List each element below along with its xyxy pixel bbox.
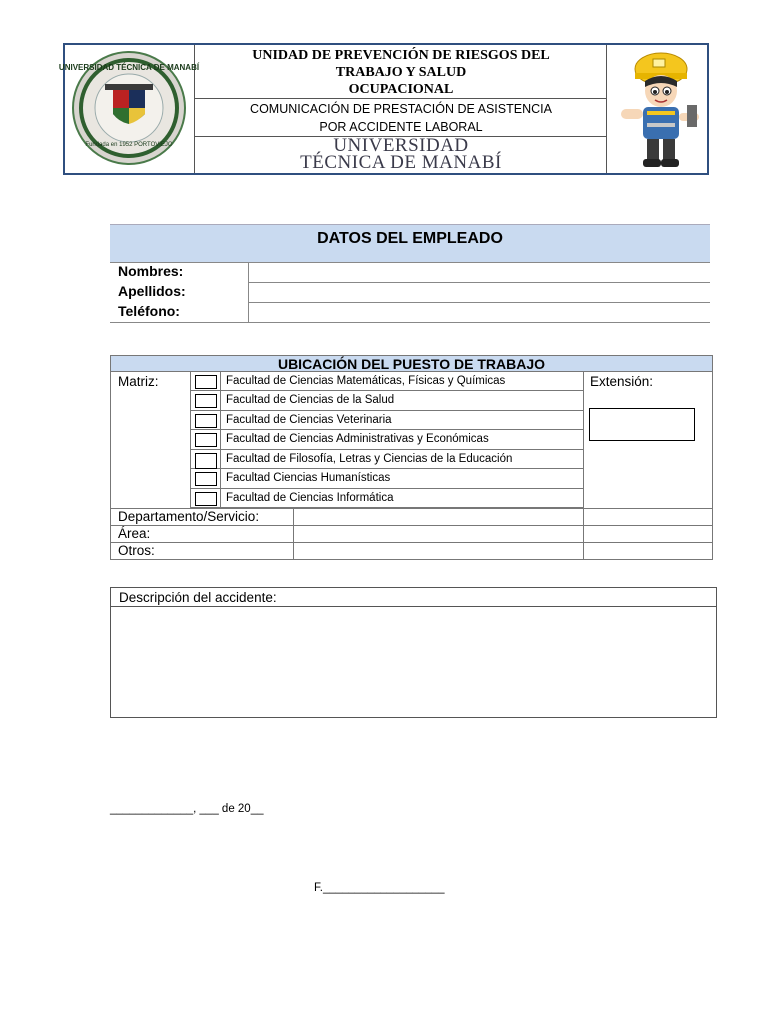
table-column-divider bbox=[248, 262, 249, 323]
header-divider bbox=[195, 98, 607, 99]
faculty-label: Facultad Ciencias Humanísticas bbox=[226, 472, 391, 484]
area-field[interactable] bbox=[295, 526, 582, 541]
workplace-table bbox=[110, 372, 713, 560]
unit-title-line1: UNIDAD DE PREVENCIÓN DE RIESGOS DEL bbox=[252, 48, 550, 63]
faculty-checkbox[interactable] bbox=[195, 472, 217, 486]
matriz-label: Matriz: bbox=[118, 374, 159, 389]
faculty-label: Facultad de Ciencias Administrativas y Económicas bbox=[226, 433, 489, 445]
mascot-cell bbox=[607, 45, 707, 173]
unit-title-line3: OCUPACIONAL bbox=[348, 82, 454, 97]
faculty-label: Facultad de Filosofía, Letras y Ciencias de la Educación bbox=[226, 453, 513, 465]
university-seal-icon bbox=[58, 48, 200, 168]
apellidos-field[interactable] bbox=[250, 283, 708, 301]
unit-title-line2: TRABAJO Y SALUD bbox=[335, 65, 467, 80]
document-header bbox=[58, 43, 709, 175]
accident-description-label: Descripción del accidente: bbox=[111, 588, 716, 607]
extension-label: Extensión: bbox=[590, 374, 654, 389]
accident-description-field[interactable] bbox=[113, 610, 714, 715]
date-line[interactable]: _____________, ___ de 20__ bbox=[110, 803, 264, 815]
faculty-label: Facultad de Ciencias Veterinaria bbox=[226, 414, 392, 426]
table-row-divider bbox=[110, 322, 710, 323]
department-field[interactable] bbox=[295, 509, 582, 524]
faculty-label: Facultad de Ciencias Informática bbox=[226, 492, 394, 504]
seal-text-top: UNIVERSIDAD TÉCNICA DE MANABÍ bbox=[58, 63, 200, 72]
university-seal-cell bbox=[58, 45, 200, 173]
table-column-divider bbox=[293, 508, 294, 560]
header-title-cell bbox=[195, 45, 607, 173]
form-subtitle-line1: COMUNICACIÓN DE PRESTACIÓN DE ASISTENCIA bbox=[250, 102, 552, 116]
department-label: Departamento/Servicio: bbox=[118, 509, 260, 524]
list-item bbox=[190, 430, 583, 450]
faculty-checkbox[interactable] bbox=[195, 414, 217, 428]
accident-description-box bbox=[110, 587, 717, 718]
faculty-list bbox=[190, 372, 583, 508]
others-label: Otros: bbox=[118, 543, 155, 558]
university-wordmark bbox=[195, 137, 607, 173]
seal-text-bottom: Fundada en 1952 PORTOVIEJO bbox=[85, 142, 173, 148]
faculty-checkbox[interactable] bbox=[195, 492, 217, 506]
list-item bbox=[190, 450, 583, 469]
faculty-label: Facultad de Ciencias Matemáticas, Físicas y Químicas bbox=[226, 375, 506, 387]
table-row-divider bbox=[110, 559, 713, 560]
table-border bbox=[712, 372, 713, 560]
list-item bbox=[190, 489, 583, 508]
faculty-checkbox[interactable] bbox=[195, 375, 217, 389]
nombres-field[interactable] bbox=[250, 263, 708, 281]
safety-worker-mascot-icon bbox=[609, 47, 705, 171]
apellidos-label: Apellidos: bbox=[118, 283, 186, 299]
telefono-field[interactable] bbox=[250, 303, 708, 321]
list-item bbox=[190, 391, 583, 411]
employee-fields-table bbox=[110, 262, 710, 324]
signature-line[interactable]: F.___________________ bbox=[314, 882, 445, 894]
faculty-checkbox[interactable] bbox=[195, 453, 217, 469]
table-column-divider bbox=[583, 372, 584, 560]
nombres-label: Nombres: bbox=[118, 263, 184, 279]
employee-section-title: DATOS DEL EMPLEADO bbox=[110, 224, 710, 262]
university-wordmark-line1: UNIVERSIDAD bbox=[333, 135, 469, 156]
extension-field[interactable] bbox=[589, 408, 695, 441]
unit-title bbox=[195, 47, 607, 99]
list-item bbox=[190, 372, 583, 391]
area-label: Área: bbox=[118, 526, 151, 541]
others-field[interactable] bbox=[295, 543, 582, 558]
workplace-section-title: UBICACIÓN DEL PUESTO DE TRABAJO bbox=[110, 355, 713, 372]
faculty-label: Facultad de Ciencias de la Salud bbox=[226, 394, 395, 406]
list-item bbox=[190, 469, 583, 489]
table-border bbox=[110, 372, 111, 560]
telefono-label: Teléfono: bbox=[118, 303, 180, 319]
list-item bbox=[190, 411, 583, 430]
form-subtitle-line2: POR ACCIDENTE LABORAL bbox=[319, 120, 483, 134]
form-subtitle bbox=[195, 100, 607, 136]
university-wordmark-line2: TÉCNICA DE MANABÍ bbox=[300, 152, 502, 173]
faculty-checkbox[interactable] bbox=[195, 394, 217, 408]
faculty-checkbox[interactable] bbox=[195, 433, 217, 447]
